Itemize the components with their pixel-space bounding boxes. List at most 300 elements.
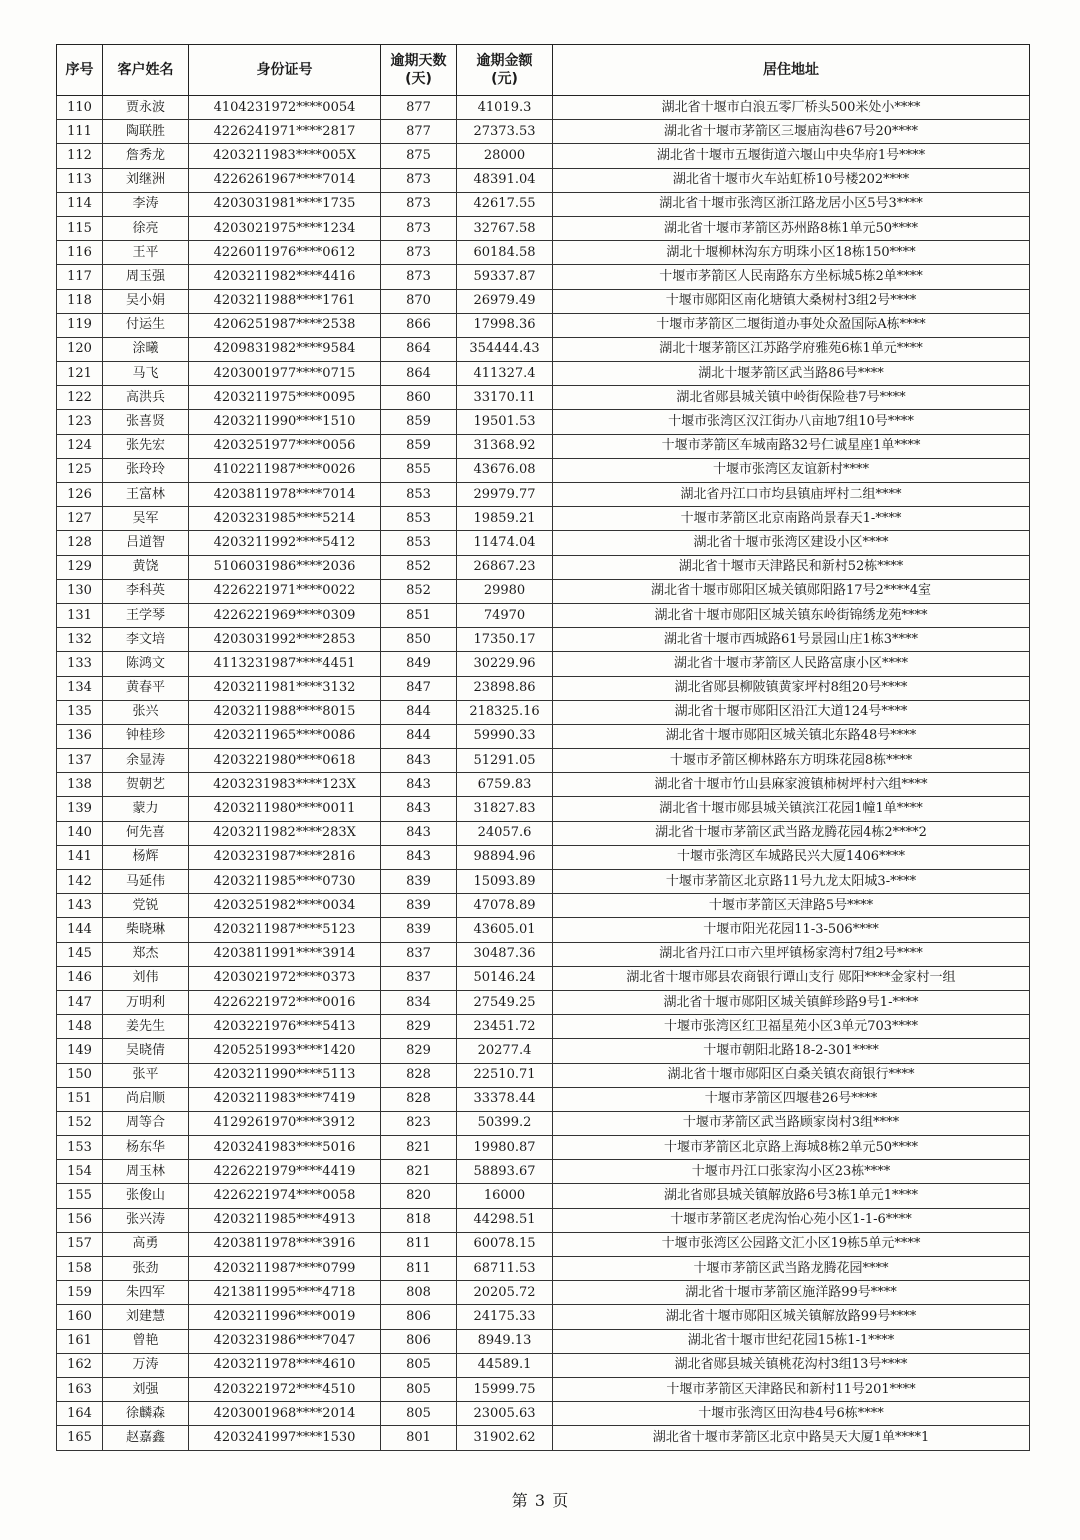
cell-id-number: 4226221979****4419 [189,1160,381,1184]
cell-id-number: 4203221976****5413 [189,1015,381,1039]
cell-address: 湖北省十堰市郧阳区城关镇东岭街锦绣龙苑**** [553,603,1030,627]
cell-id-number: 4203211978****4610 [189,1353,381,1377]
cell-customer-name: 蒙力 [103,797,189,821]
cell-overdue-days: 821 [381,1160,457,1184]
cell-overdue-days: 877 [381,120,457,144]
cell-id-number: 4104231972****0054 [189,96,381,120]
cell-serial-number: 150 [57,1063,103,1087]
cell-id-number: 4213811995****4718 [189,1281,381,1305]
cell-overdue-days: 839 [381,918,457,942]
cell-overdue-days: 859 [381,434,457,458]
table-row [57,144,1030,168]
cell-overdue-days: 837 [381,942,457,966]
cell-id-number: 4203811991****3914 [189,942,381,966]
cell-overdue-days: 808 [381,1281,457,1305]
cell-id-number: 4206251987****2538 [189,313,381,337]
cell-overdue-days: 823 [381,1111,457,1135]
cell-serial-number: 154 [57,1160,103,1184]
table-row [57,531,1030,555]
cell-overdue-amount: 31902.62 [457,1426,553,1450]
cell-id-number: 4203211983****005X [189,144,381,168]
cell-overdue-amount: 411327.4 [457,362,553,386]
cell-customer-name: 刘建慧 [103,1305,189,1329]
cell-customer-name: 张兴涛 [103,1208,189,1232]
cell-serial-number: 138 [57,773,103,797]
cell-overdue-days: 851 [381,603,457,627]
table-row [57,797,1030,821]
table-row [57,1305,1030,1329]
table-row [57,216,1030,240]
cell-serial-number: 143 [57,894,103,918]
cell-address: 十堰市茅箭区天津路5号**** [553,894,1030,918]
cell-overdue-amount: 15999.75 [457,1377,553,1401]
header-overdue-amount-line2: (元) [491,71,518,87]
cell-customer-name: 陶联胜 [103,120,189,144]
cell-serial-number: 126 [57,483,103,507]
cell-overdue-amount: 43605.01 [457,918,553,942]
cell-overdue-days: 850 [381,628,457,652]
table-row [57,1402,1030,1426]
cell-serial-number: 151 [57,1087,103,1111]
cell-serial-number: 140 [57,821,103,845]
cell-customer-name: 李科英 [103,579,189,603]
cell-address: 湖北省郧县城关镇中岭街保险巷7号**** [553,386,1030,410]
cell-serial-number: 136 [57,724,103,748]
cell-overdue-amount: 8949.13 [457,1329,553,1353]
cell-serial-number: 152 [57,1111,103,1135]
table-row [57,700,1030,724]
cell-overdue-days: 806 [381,1305,457,1329]
cell-overdue-amount: 22510.71 [457,1063,553,1087]
table-row [57,1377,1030,1401]
cell-address: 十堰市郧阳区南化塘镇大桑树村3组2号**** [553,289,1030,313]
table-row [57,603,1030,627]
cell-customer-name: 刘继洲 [103,168,189,192]
cell-address: 十堰市茅箭区人民南路东方坐标城5栋2单**** [553,265,1030,289]
cell-address: 湖北省十堰市世纪花园15栋1-1**** [553,1329,1030,1353]
cell-overdue-amount: 98894.96 [457,845,553,869]
table-row [57,749,1030,773]
cell-id-number: 4203211982****283X [189,821,381,845]
cell-overdue-amount: 354444.43 [457,337,553,361]
cell-customer-name: 余显涛 [103,749,189,773]
table-row [57,1257,1030,1281]
cell-address: 湖北省十堰市郧阳区沿江大道124号**** [553,700,1030,724]
cell-customer-name: 钟桂珍 [103,724,189,748]
cell-id-number: 4203211987****0799 [189,1257,381,1281]
cell-address: 湖北省十堰市郧阳区城关镇郧阳路17号2****4室 [553,579,1030,603]
table-row [57,362,1030,386]
cell-customer-name: 高勇 [103,1232,189,1256]
cell-id-number: 4203211987****5123 [189,918,381,942]
cell-overdue-days: 859 [381,410,457,434]
cell-address: 十堰市朝阳北路18-2-301**** [553,1039,1030,1063]
table-row [57,386,1030,410]
cell-id-number: 4203241997****1530 [189,1426,381,1450]
cell-address: 湖北省郧县城关镇桃花沟村3组13号**** [553,1353,1030,1377]
cell-customer-name: 周等合 [103,1111,189,1135]
cell-overdue-amount: 60184.58 [457,241,553,265]
cell-overdue-days: 875 [381,144,457,168]
cell-id-number: 4203211990****1510 [189,410,381,434]
cell-address: 十堰市茅箭区二堰街道办事处众盈国际A栋**** [553,313,1030,337]
table-row [57,241,1030,265]
cell-serial-number: 111 [57,120,103,144]
cell-serial-number: 119 [57,313,103,337]
cell-id-number: 4203231987****2816 [189,845,381,869]
cell-overdue-amount: 33170.11 [457,386,553,410]
table-row [57,192,1030,216]
table-row [57,96,1030,120]
table-row [57,870,1030,894]
cell-address: 湖北省十堰市五堰街道六堰山中央华府1号**** [553,144,1030,168]
cell-overdue-days: 805 [381,1377,457,1401]
table-row [57,1426,1030,1450]
cell-serial-number: 165 [57,1426,103,1450]
cell-overdue-days: 801 [381,1426,457,1450]
cell-serial-number: 132 [57,628,103,652]
cell-overdue-amount: 26979.49 [457,289,553,313]
cell-serial-number: 137 [57,749,103,773]
cell-overdue-days: 828 [381,1087,457,1111]
cell-overdue-amount: 16000 [457,1184,553,1208]
cell-overdue-days: 843 [381,749,457,773]
cell-id-number: 4102211987****0026 [189,458,381,482]
cell-customer-name: 贺朝艺 [103,773,189,797]
cell-overdue-days: 873 [381,265,457,289]
cell-address: 湖北省十堰市茅箭区人民路富康小区**** [553,652,1030,676]
cell-serial-number: 157 [57,1232,103,1256]
cell-id-number: 4209831982****9584 [189,337,381,361]
cell-overdue-amount: 26867.23 [457,555,553,579]
table-row [57,966,1030,990]
cell-overdue-days: 873 [381,168,457,192]
cell-overdue-days: 866 [381,313,457,337]
cell-overdue-days: 837 [381,966,457,990]
cell-overdue-amount: 23005.63 [457,1402,553,1426]
cell-id-number: 4226261967****7014 [189,168,381,192]
cell-serial-number: 115 [57,216,103,240]
table-row [57,483,1030,507]
cell-overdue-amount: 51291.05 [457,749,553,773]
table-row [57,894,1030,918]
cell-id-number: 4203231983****123X [189,773,381,797]
table-row [57,652,1030,676]
cell-overdue-days: 870 [381,289,457,313]
cell-serial-number: 142 [57,870,103,894]
cell-customer-name: 贾永波 [103,96,189,120]
cell-id-number: 4203001968****2014 [189,1402,381,1426]
header-overdue-days-line2: (天) [405,71,432,87]
cell-id-number: 4203211990****5113 [189,1063,381,1087]
cell-overdue-days: 818 [381,1208,457,1232]
cell-customer-name: 尚启顺 [103,1087,189,1111]
cell-id-number: 4226221972****0016 [189,990,381,1014]
cell-id-number: 4205251993****1420 [189,1039,381,1063]
cell-overdue-amount: 29979.77 [457,483,553,507]
cell-overdue-amount: 27373.53 [457,120,553,144]
table-row [57,1160,1030,1184]
cell-overdue-amount: 17998.36 [457,313,553,337]
cell-address: 十堰市阳光花园11-3-506**** [553,918,1030,942]
cell-address: 湖北省十堰市张湾区浙江路龙居小区5号3**** [553,192,1030,216]
cell-serial-number: 124 [57,434,103,458]
table-row [57,313,1030,337]
cell-address: 湖北省郧县柳陂镇黄家坪村8组20号**** [553,676,1030,700]
cell-overdue-amount: 74970 [457,603,553,627]
page-prefix: 第 [511,1491,528,1510]
cell-serial-number: 129 [57,555,103,579]
cell-overdue-days: 873 [381,241,457,265]
table-row [57,724,1030,748]
cell-overdue-amount: 60078.15 [457,1232,553,1256]
cell-overdue-days: 828 [381,1063,457,1087]
cell-overdue-amount: 30229.96 [457,652,553,676]
cell-overdue-amount: 43676.08 [457,458,553,482]
table-row [57,1232,1030,1256]
cell-address: 湖北省十堰市西城路61号景园山庄1栋3**** [553,628,1030,652]
header-overdue-amount-line1: 逾期金额 [476,53,533,69]
cell-customer-name: 张先宏 [103,434,189,458]
cell-overdue-days: 873 [381,216,457,240]
cell-overdue-days: 864 [381,337,457,361]
cell-customer-name: 高洪兵 [103,386,189,410]
cell-serial-number: 153 [57,1136,103,1160]
cell-overdue-amount: 23451.72 [457,1015,553,1039]
cell-overdue-days: 860 [381,386,457,410]
cell-address: 十堰市张湾区田沟巷4号6栋**** [553,1402,1030,1426]
cell-overdue-amount: 31827.83 [457,797,553,821]
cell-customer-name: 郑杰 [103,942,189,966]
cell-serial-number: 161 [57,1329,103,1353]
cell-address: 十堰市张湾区汉江街办八亩地7组10号**** [553,410,1030,434]
cell-customer-name: 徐麟森 [103,1402,189,1426]
cell-overdue-amount: 44589.1 [457,1353,553,1377]
cell-serial-number: 127 [57,507,103,531]
cell-overdue-amount: 15093.89 [457,870,553,894]
cell-overdue-days: 873 [381,192,457,216]
table-row [57,942,1030,966]
cell-overdue-amount: 44298.51 [457,1208,553,1232]
cell-serial-number: 135 [57,700,103,724]
cell-overdue-amount: 19980.87 [457,1136,553,1160]
cell-overdue-days: 820 [381,1184,457,1208]
table-row [57,410,1030,434]
cell-serial-number: 113 [57,168,103,192]
cell-serial-number: 123 [57,410,103,434]
cell-id-number: 4203211965****0086 [189,724,381,748]
cell-overdue-days: 843 [381,773,457,797]
cell-customer-name: 周玉强 [103,265,189,289]
cell-overdue-days: 853 [381,531,457,555]
cell-id-number: 4203241983****5016 [189,1136,381,1160]
cell-overdue-days: 811 [381,1232,457,1256]
cell-address: 十堰市茅箭区四堰巷26号**** [553,1087,1030,1111]
cell-customer-name: 黄春平 [103,676,189,700]
cell-address: 湖北省十堰市茅箭区北京中路昊天大厦1单****1 [553,1426,1030,1450]
cell-customer-name: 朱四军 [103,1281,189,1305]
cell-serial-number: 120 [57,337,103,361]
cell-customer-name: 詹秀龙 [103,144,189,168]
cell-address: 湖北省十堰市郧阳区城关镇鲜珍路9号1-**** [553,990,1030,1014]
table-row [57,1281,1030,1305]
cell-customer-name: 万明利 [103,990,189,1014]
table-row [57,434,1030,458]
cell-customer-name: 马延伟 [103,870,189,894]
cell-serial-number: 118 [57,289,103,313]
page-number-footer [0,1488,1080,1511]
cell-serial-number: 164 [57,1402,103,1426]
cell-overdue-amount: 33378.44 [457,1087,553,1111]
cell-customer-name: 王学琴 [103,603,189,627]
cell-serial-number: 147 [57,990,103,1014]
table-row [57,120,1030,144]
table-row [57,458,1030,482]
header-overdue-days-line1: 逾期天数 [390,53,447,69]
cell-customer-name: 黄饶 [103,555,189,579]
cell-id-number: 4203031981****1735 [189,192,381,216]
cell-id-number: 5106031986****2036 [189,555,381,579]
cell-id-number: 4203211985****4913 [189,1208,381,1232]
cell-id-number: 4203211992****5412 [189,531,381,555]
cell-id-number: 4203031992****2853 [189,628,381,652]
cell-id-number: 4203211988****1761 [189,289,381,313]
cell-customer-name: 吴小娟 [103,289,189,313]
cell-address: 十堰市张湾区红卫福星苑小区3单元703**** [553,1015,1030,1039]
cell-serial-number: 110 [57,96,103,120]
cell-address: 十堰市茅箭区老虎沟怡心苑小区1-1-6**** [553,1208,1030,1232]
cell-address: 十堰市张湾区车城路民兴大厦1406**** [553,845,1030,869]
cell-id-number: 4203251977****0056 [189,434,381,458]
table-row [57,1329,1030,1353]
cell-customer-name: 马飞 [103,362,189,386]
cell-serial-number: 121 [57,362,103,386]
cell-overdue-days: 852 [381,555,457,579]
cell-overdue-amount: 19501.53 [457,410,553,434]
cell-id-number: 4203021975****1234 [189,216,381,240]
cell-overdue-amount: 6759.83 [457,773,553,797]
table-row [57,337,1030,361]
table-header [57,45,1030,96]
cell-customer-name: 柴晓琳 [103,918,189,942]
table-row [57,1136,1030,1160]
cell-overdue-amount: 48391.04 [457,168,553,192]
cell-customer-name: 李涛 [103,192,189,216]
table-row [57,1063,1030,1087]
cell-customer-name: 张兴 [103,700,189,724]
cell-address: 十堰市茅箭区北京南路尚景春天1-**** [553,507,1030,531]
cell-address: 湖北省十堰市天津路民和新村52栋**** [553,555,1030,579]
cell-address: 湖北省十堰市茅箭区武当路龙腾花园4栋2****2 [553,821,1030,845]
cell-address: 湖北省十堰市白浪五零厂桥头500米处小**** [553,96,1030,120]
cell-overdue-amount: 47078.89 [457,894,553,918]
cell-serial-number: 116 [57,241,103,265]
cell-serial-number: 125 [57,458,103,482]
cell-overdue-days: 847 [381,676,457,700]
cell-serial-number: 130 [57,579,103,603]
cell-overdue-amount: 11474.04 [457,531,553,555]
cell-serial-number: 122 [57,386,103,410]
cell-customer-name: 张劲 [103,1257,189,1281]
cell-customer-name: 徐亮 [103,216,189,240]
cell-customer-name: 王富林 [103,483,189,507]
cell-overdue-amount: 68711.53 [457,1257,553,1281]
cell-customer-name: 姜先生 [103,1015,189,1039]
cell-customer-name: 李文培 [103,628,189,652]
cell-serial-number: 160 [57,1305,103,1329]
cell-id-number: 4226011976****0612 [189,241,381,265]
cell-serial-number: 149 [57,1039,103,1063]
table-row [57,676,1030,700]
table-row [57,555,1030,579]
cell-overdue-days: 805 [381,1402,457,1426]
cell-overdue-amount: 20205.72 [457,1281,553,1305]
cell-id-number: 4203221980****0618 [189,749,381,773]
cell-customer-name: 陈鸿文 [103,652,189,676]
header-overdue-days [381,45,457,96]
cell-serial-number: 158 [57,1257,103,1281]
cell-overdue-amount: 27549.25 [457,990,553,1014]
table-row [57,1208,1030,1232]
cell-id-number: 4113231987****4451 [189,652,381,676]
table-row [57,265,1030,289]
cell-id-number: 4226221969****0309 [189,603,381,627]
cell-customer-name: 涂曦 [103,337,189,361]
cell-overdue-days: 849 [381,652,457,676]
cell-overdue-amount: 50399.2 [457,1111,553,1135]
cell-customer-name: 张喜贤 [103,410,189,434]
cell-address: 湖北省十堰市竹山县麻家渡镇柿树坪村六组**** [553,773,1030,797]
cell-overdue-days: 829 [381,1039,457,1063]
cell-serial-number: 159 [57,1281,103,1305]
cell-overdue-amount: 59990.33 [457,724,553,748]
cell-overdue-amount: 30487.36 [457,942,553,966]
cell-serial-number: 156 [57,1208,103,1232]
cell-serial-number: 133 [57,652,103,676]
cell-customer-name: 张俊山 [103,1184,189,1208]
cell-address: 湖北省十堰市郧县城关镇滨江花园1幢1单**** [553,797,1030,821]
cell-address: 湖北省十堰市茅箭区施洋路99号**** [553,1281,1030,1305]
cell-address: 湖北省郧县城关镇解放路6号3栋1单元1**** [553,1184,1030,1208]
cell-overdue-days: 821 [381,1136,457,1160]
table-row [57,845,1030,869]
cell-serial-number: 112 [57,144,103,168]
cell-overdue-days: 843 [381,845,457,869]
cell-serial-number: 141 [57,845,103,869]
cell-customer-name: 曾艳 [103,1329,189,1353]
cell-address: 十堰市茅箭区天津路民和新村11号201**** [553,1377,1030,1401]
cell-serial-number: 114 [57,192,103,216]
cell-customer-name: 吕道智 [103,531,189,555]
cell-overdue-amount: 41019.3 [457,96,553,120]
cell-overdue-days: 811 [381,1257,457,1281]
table-row [57,289,1030,313]
cell-address: 湖北省十堰市郧县农商银行谭山支行 郧阳****金家村一组 [553,966,1030,990]
cell-address: 十堰市张湾区公园路文汇小区19栋5单元**** [553,1232,1030,1256]
cell-customer-name: 吴军 [103,507,189,531]
cell-address: 十堰市茅箭区北京路11号九龙太阳城3-**** [553,870,1030,894]
cell-id-number: 4203231986****7047 [189,1329,381,1353]
cell-overdue-days: 852 [381,579,457,603]
cell-address: 湖北省十堰市茅箭区苏州路8栋1单元50**** [553,216,1030,240]
cell-serial-number: 117 [57,265,103,289]
table-row [57,1111,1030,1135]
cell-overdue-amount: 23898.86 [457,676,553,700]
cell-overdue-days: 805 [381,1353,457,1377]
cell-overdue-days: 853 [381,507,457,531]
header-row [57,45,1030,96]
cell-address: 湖北十堰柳林沟东方明珠小区18栋150**** [553,241,1030,265]
